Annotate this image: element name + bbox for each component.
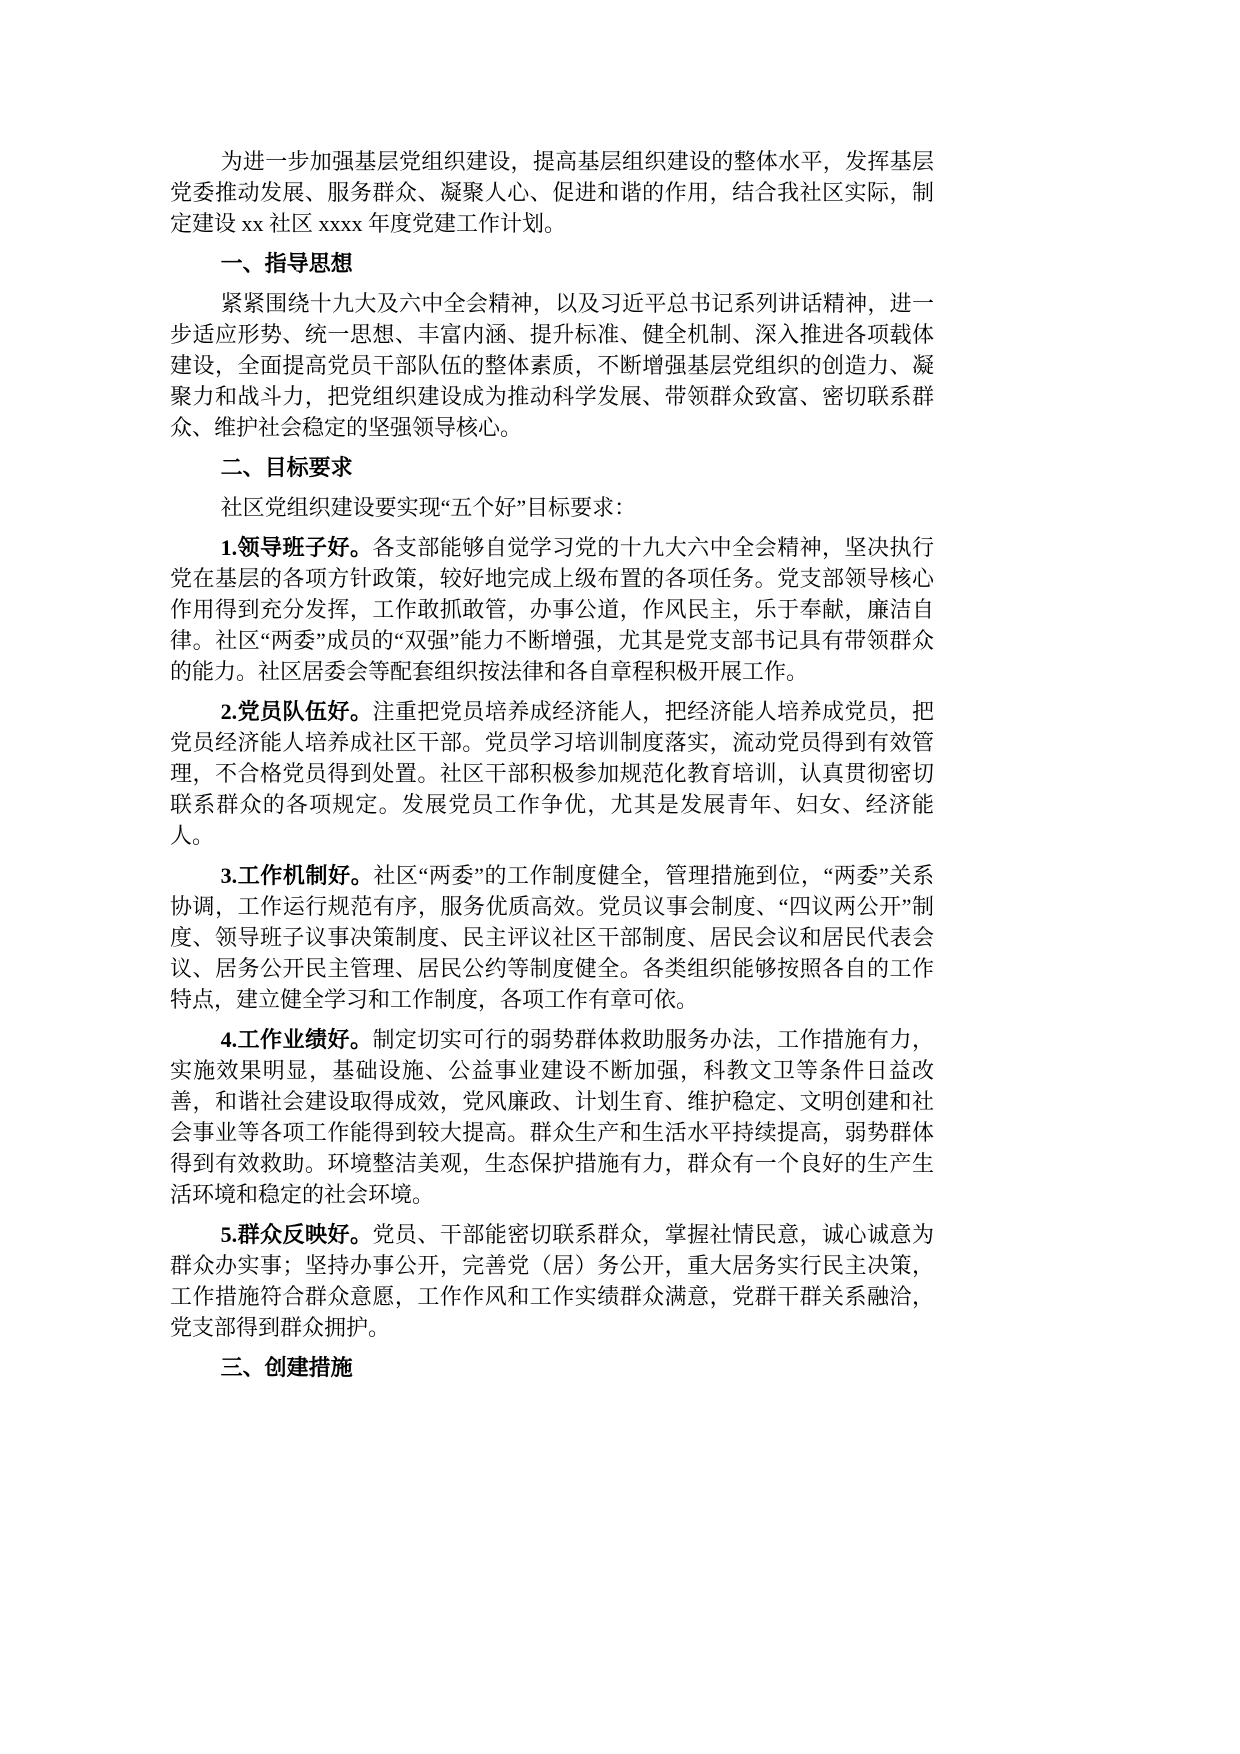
item-4-lead: 4.工作业绩好。 [220,1027,373,1052]
item-1-text: 各支部能够自觉学习党的十九大六中全会精神，坚决执行党在基层的各项方针政策，较好地完成上级布置的各项任务。党支部领导核心作用得到充分发挥，工作敢抓敢管，办事公道，作风民主，乐于奉献，廉洁自律。社区“两委”成员的“双强”能力不断增强，尤其是党支部书记具有带领群众的能力。社区居委会等配套组织按法律和各自章程积极开展工作。 [170,535,934,684]
numbered-item-1 [170,532,934,687]
paragraph-intro: 为进一步加强基层党组织建设，提高基层组织建设的整体水平，发挥基层党委推动发展、服务群众、凝聚人心、促进和谐的作用，结合我社区实际，制定建设 xx 社区 xxxx 年度党建工作计划。 [170,149,934,236]
heading-creation-measures: 三、创建措施 [220,1355,353,1380]
item-4-text: 制定切实可行的弱势群体救助服务办法，工作措施有力，实施效果明显，基础设施、公益事业建设不断加强，科教文卫等条件日益改善，和谐社会建设取得成效，党风廉政、计划生育、维护稳定、文明创建和社会事业等各项工作能得到较大提高。群众生产和生活水平持续提高，弱势群体得到有效救助。环境整洁美观，生态保护措施有力，群众有一个良好的生产生活环境和稳定的社会环境。 [170,1027,934,1207]
item-1-lead: 1.领导班子好。 [220,535,373,560]
paragraph-goal-intro: 社区党组织建设要实现“五个好”目标要求： [220,495,637,520]
paragraph-guiding-ideology: 紧紧围绕十九大及六中全会精神，以及习近平总书记系列讲话精神，进一步适应形势、统一思想、丰富内涵、提升标准、健全机制、深入推进各项载体建设，全面提高党员干部队伍的整体素质，不断增强基层党组织的创造力、凝聚力和战斗力，把党组织建设成为推动科学发展、带领群众致富、密切联系群众、维护社会稳定的坚强领导核心。 [170,291,934,440]
item-3-text: 社区“两委”的工作制度健全，管理措施到位，“两委”关系协调，工作运行规范有序，服务优质高效。党员议事会制度、“四议两公开”制度、领导班子议事决策制度、民主评议社区干部制度、居民会议和居民代表会议、居务公开民主管理、居民公约等制度健全。各类组织能够按照各自的工作特点，建立健全学习和工作制度，各项工作有章可依。 [170,863,934,1012]
heading-guiding-ideology: 一、指导思想 [220,251,353,276]
numbered-item-4 [170,1024,934,1210]
document-content [170,146,934,1392]
numbered-item-5 [170,1219,934,1343]
heading-goal-requirements: 二、目标要求 [220,455,353,480]
item-5-lead: 5.群众反映好。 [220,1222,373,1247]
item-5-text: 党员、干部能密切联系群众，掌握社情民意，诚心诚意为群众办实事；坚持办事公开，完善党（居）务公开，重大居务实行民主决策，工作措施符合群众意愿，工作作风和工作实绩群众满意，党群干群关系融洽，党支部得到群众拥护。 [170,1222,934,1340]
item-2-text: 注重把党员培养成经济能人，把经济能人培养成党员，把党员经济能人培养成社区干部。党员学习培训制度落实，流动党员得到有效管理，不合格党员得到处置。社区干部积极参加规范化教育培训，认真贯彻密切联系群众的各项规定。发展党员工作争优，尤其是发展青年、妇女、经济能人。 [170,699,934,848]
item-3-lead: 3.工作机制好。 [220,863,374,888]
numbered-item-3 [170,860,934,1015]
item-2-lead: 2.党员队伍好。 [220,699,373,724]
numbered-item-2 [170,696,934,851]
